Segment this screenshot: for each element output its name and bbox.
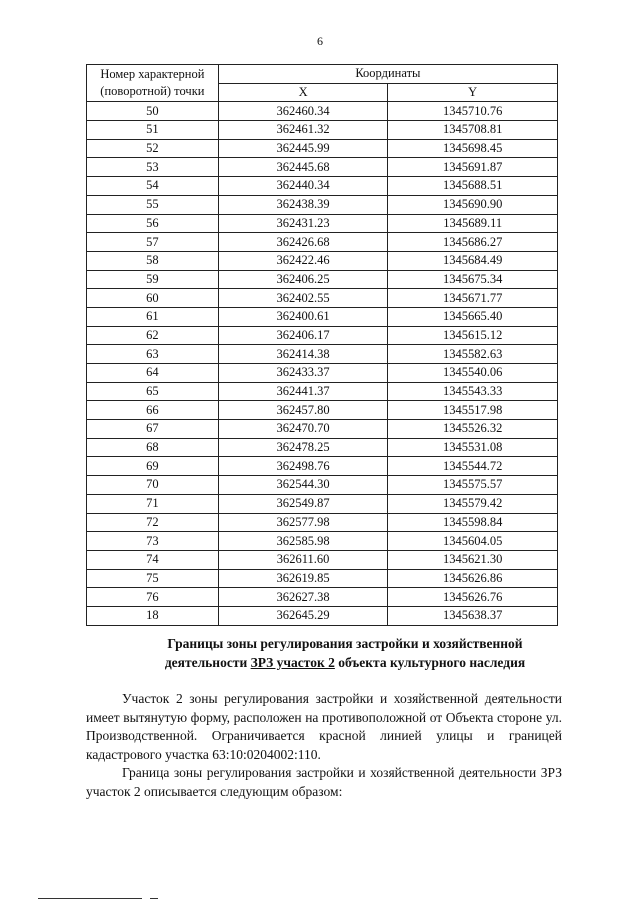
table-row <box>87 550 558 569</box>
footnote-dash <box>150 898 158 899</box>
y-coordinate-cell: 1345579.42 <box>388 494 558 513</box>
x-coordinate-cell: 362460.34 <box>218 102 388 121</box>
table-row <box>87 251 558 270</box>
point-number-cell: 72 <box>87 513 219 532</box>
section-heading <box>110 634 580 672</box>
point-number-cell: 50 <box>87 102 219 121</box>
point-number-cell: 70 <box>87 476 219 495</box>
y-coordinate-cell: 1345615.12 <box>388 326 558 345</box>
table-body <box>87 102 558 625</box>
y-coordinate-cell: 1345517.98 <box>388 401 558 420</box>
paragraph-description: Участок 2 зоны регулирования застройки и хозяйственной деятельности имеет вытянутую форму, расположен на противоположной от Объекта стороне ул. Производственной. Ограничивается красной линией улицы и границей кадастрового участка 63:10:0204002:110. <box>86 691 562 762</box>
y-coordinate-cell: 1345575.57 <box>388 476 558 495</box>
heading-line-1: Границы зоны регулирования застройки и хозяйственной <box>167 636 523 651</box>
y-coordinate-cell: 1345543.33 <box>388 382 558 401</box>
point-number-cell: 66 <box>87 401 219 420</box>
table-row <box>87 382 558 401</box>
x-coordinate-cell: 362457.80 <box>218 401 388 420</box>
y-coordinate-cell: 1345708.81 <box>388 121 558 140</box>
y-coordinate-cell: 1345544.72 <box>388 457 558 476</box>
y-coordinate-cell: 1345691.87 <box>388 158 558 177</box>
point-number-cell: 56 <box>87 214 219 233</box>
x-coordinate-cell: 362478.25 <box>218 438 388 457</box>
x-coordinate-cell: 362441.37 <box>218 382 388 401</box>
x-coordinate-cell: 362414.38 <box>218 345 388 364</box>
point-number-cell: 55 <box>87 195 219 214</box>
x-coordinate-cell: 362440.34 <box>218 177 388 196</box>
y-coordinate-cell: 1345531.08 <box>388 438 558 457</box>
point-number-cell: 71 <box>87 494 219 513</box>
table-row <box>87 457 558 476</box>
table-row <box>87 532 558 551</box>
point-number-cell: 69 <box>87 457 219 476</box>
table-row <box>87 364 558 383</box>
point-number-cell: 53 <box>87 158 219 177</box>
y-coordinate-cell: 1345540.06 <box>388 364 558 383</box>
y-coordinate-cell: 1345675.34 <box>388 270 558 289</box>
table-row <box>87 307 558 326</box>
y-coordinate-cell: 1345686.27 <box>388 233 558 252</box>
x-coordinate-cell: 362431.23 <box>218 214 388 233</box>
x-coordinate-cell: 362619.85 <box>218 569 388 588</box>
x-coordinate-cell: 362402.55 <box>218 289 388 308</box>
x-coordinate-cell: 362577.98 <box>218 513 388 532</box>
table-row <box>87 139 558 158</box>
table-row <box>87 158 558 177</box>
footnote-separator <box>38 898 142 899</box>
table-row <box>87 494 558 513</box>
paragraph-boundary-intro: Граница зоны регулирования застройки и хозяйственной деятельности ЗРЗ участок 2 описывается следующим образом: <box>86 765 562 799</box>
x-coordinate-cell: 362549.87 <box>218 494 388 513</box>
table-row <box>87 214 558 233</box>
point-number-cell: 73 <box>87 532 219 551</box>
y-coordinate-cell: 1345626.76 <box>388 588 558 607</box>
y-coordinate-cell: 1345690.90 <box>388 195 558 214</box>
point-number-cell: 74 <box>87 550 219 569</box>
table-row <box>87 345 558 364</box>
x-coordinate-cell: 362585.98 <box>218 532 388 551</box>
point-number-cell: 61 <box>87 307 219 326</box>
table-row <box>87 289 558 308</box>
y-coordinate-cell: 1345582.63 <box>388 345 558 364</box>
point-number-cell: 54 <box>87 177 219 196</box>
table-row <box>87 420 558 439</box>
header-point-number: Номер характерной (поворотной) точки <box>87 65 219 102</box>
table-row <box>87 606 558 625</box>
x-coordinate-cell: 362645.29 <box>218 606 388 625</box>
point-number-cell: 52 <box>87 139 219 158</box>
point-number-cell: 62 <box>87 326 219 345</box>
y-coordinate-cell: 1345598.84 <box>388 513 558 532</box>
x-coordinate-cell: 362406.17 <box>218 326 388 345</box>
y-coordinate-cell: 1345626.86 <box>388 569 558 588</box>
x-coordinate-cell: 362611.60 <box>218 550 388 569</box>
y-coordinate-cell: 1345526.32 <box>388 420 558 439</box>
heading-zone-name: ЗРЗ участок 2 <box>250 655 335 670</box>
table-row <box>87 513 558 532</box>
y-coordinate-cell: 1345684.49 <box>388 251 558 270</box>
point-number-cell: 51 <box>87 121 219 140</box>
x-coordinate-cell: 362433.37 <box>218 364 388 383</box>
table-row <box>87 401 558 420</box>
table-row <box>87 121 558 140</box>
table-row <box>87 102 558 121</box>
y-coordinate-cell: 1345710.76 <box>388 102 558 121</box>
point-number-cell: 75 <box>87 569 219 588</box>
x-coordinate-cell: 362498.76 <box>218 457 388 476</box>
x-coordinate-cell: 362445.68 <box>218 158 388 177</box>
table-row <box>87 177 558 196</box>
x-coordinate-cell: 362406.25 <box>218 270 388 289</box>
header-x: X <box>218 83 388 102</box>
x-coordinate-cell: 362426.68 <box>218 233 388 252</box>
y-coordinate-cell: 1345688.51 <box>388 177 558 196</box>
x-coordinate-cell: 362400.61 <box>218 307 388 326</box>
point-number-cell: 18 <box>87 606 219 625</box>
page-number: 6 <box>317 34 323 48</box>
table-row <box>87 569 558 588</box>
point-number-cell: 65 <box>87 382 219 401</box>
y-coordinate-cell: 1345604.05 <box>388 532 558 551</box>
x-coordinate-cell: 362461.32 <box>218 121 388 140</box>
heading-line-2-pre: деятельности <box>164 655 251 670</box>
point-number-cell: 57 <box>87 233 219 252</box>
header-y: Y <box>388 83 558 102</box>
x-coordinate-cell: 362544.30 <box>218 476 388 495</box>
y-coordinate-cell: 1345671.77 <box>388 289 558 308</box>
point-number-cell: 67 <box>87 420 219 439</box>
point-number-cell: 58 <box>87 251 219 270</box>
y-coordinate-cell: 1345621.30 <box>388 550 558 569</box>
table-row <box>87 270 558 289</box>
table-row <box>87 195 558 214</box>
point-number-cell: 64 <box>87 364 219 383</box>
y-coordinate-cell: 1345638.37 <box>388 606 558 625</box>
x-coordinate-cell: 362445.99 <box>218 139 388 158</box>
heading-line-2 <box>110 653 580 672</box>
y-coordinate-cell: 1345689.11 <box>388 214 558 233</box>
point-number-cell: 76 <box>87 588 219 607</box>
x-coordinate-cell: 362438.39 <box>218 195 388 214</box>
point-number-cell: 68 <box>87 438 219 457</box>
x-coordinate-cell: 362422.46 <box>218 251 388 270</box>
header-coordinates: Координаты <box>218 65 557 84</box>
table-row <box>87 326 558 345</box>
table-row <box>87 438 558 457</box>
point-number-cell: 63 <box>87 345 219 364</box>
heading-line-2-post: объекта культурного наследия <box>334 655 526 670</box>
point-number-cell: 59 <box>87 270 219 289</box>
coordinates-table <box>86 64 558 626</box>
point-number-cell: 60 <box>87 289 219 308</box>
y-coordinate-cell: 1345698.45 <box>388 139 558 158</box>
y-coordinate-cell: 1345665.40 <box>388 307 558 326</box>
x-coordinate-cell: 362627.38 <box>218 588 388 607</box>
table-row <box>87 588 558 607</box>
table-row <box>87 233 558 252</box>
x-coordinate-cell: 362470.70 <box>218 420 388 439</box>
table-row <box>87 476 558 495</box>
